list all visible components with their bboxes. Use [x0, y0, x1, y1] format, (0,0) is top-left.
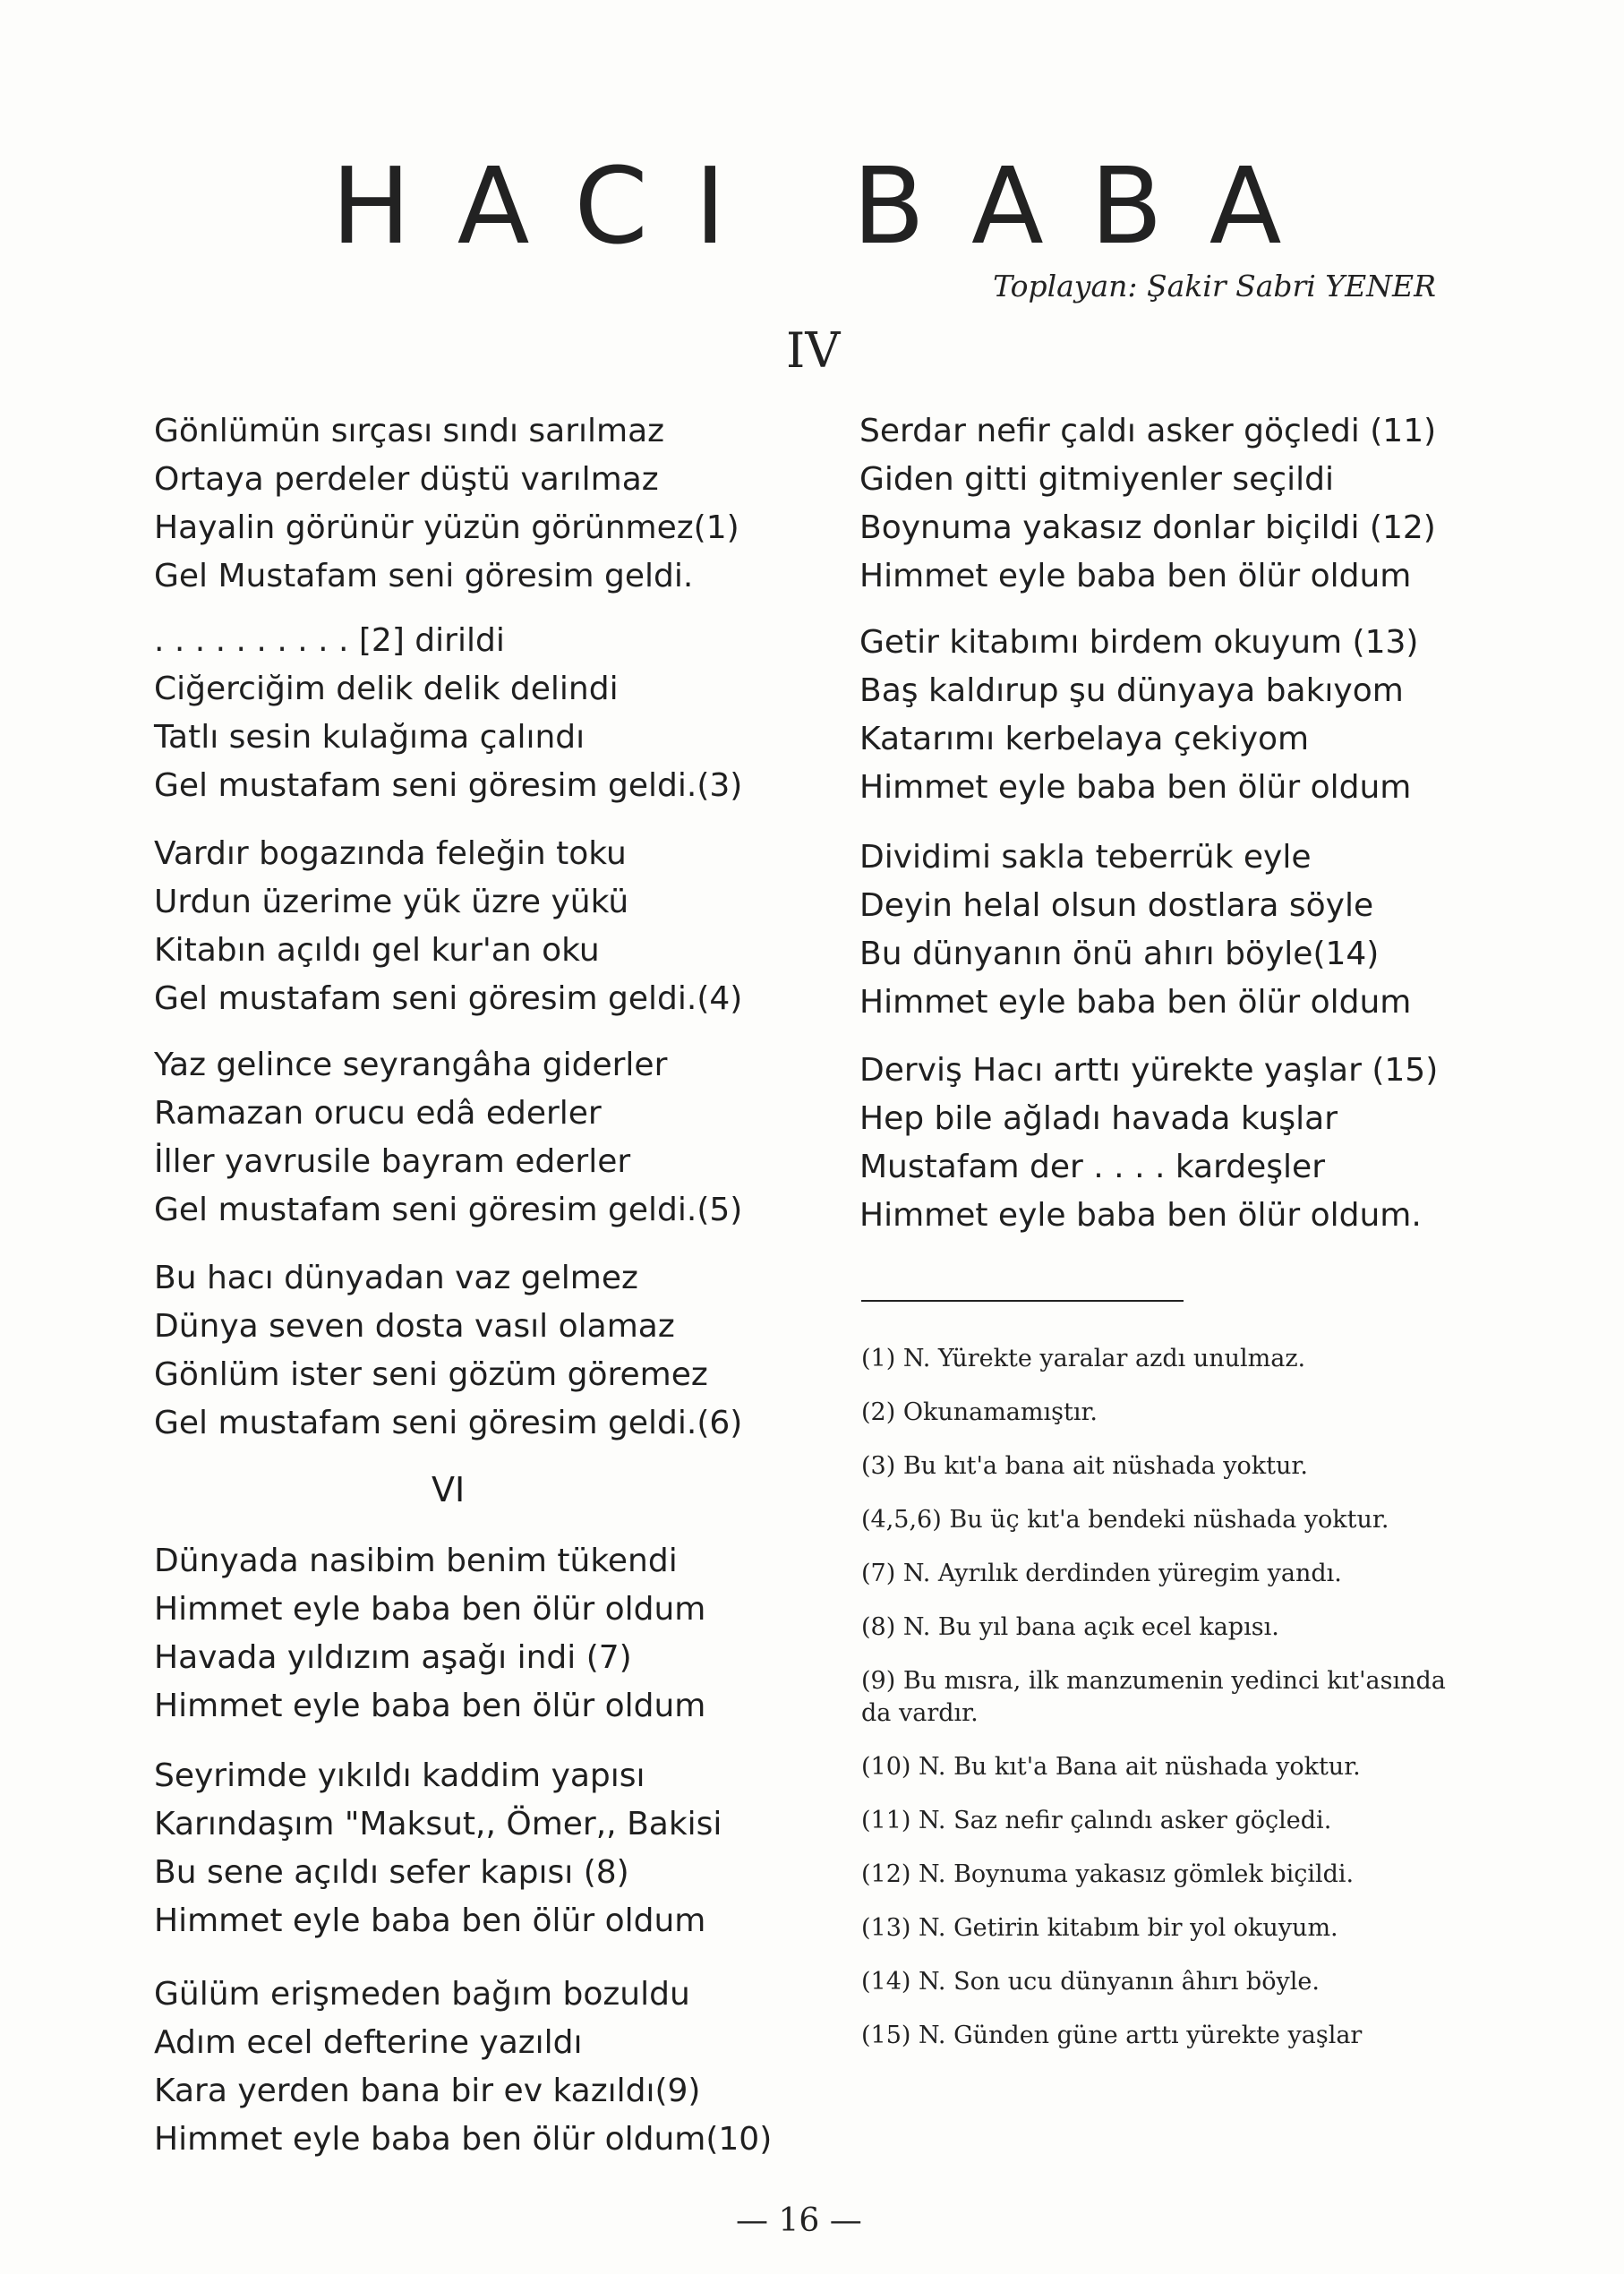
verse-line: Baş kaldırup şu dünyaya bakıyom: [859, 672, 1404, 709]
verse-line: Mustafam der . . . . kardeşler: [859, 1149, 1325, 1185]
verse-line: Gel mustafam seni göresim geldi.(3): [154, 767, 743, 804]
verse-line: Hep bile ağladı havada kuşlar: [859, 1100, 1338, 1137]
verse-line: Gel mustafam seni göresim geldi.(4): [154, 980, 743, 1017]
verse-line: Getir kitabımı birdem okuyum (13): [859, 624, 1419, 661]
verse-line: Gönlüm ister seni gözüm göremez: [154, 1356, 708, 1393]
verse-line: Gel Mustafam seni göresim geldi.: [154, 558, 694, 594]
section-heading-vi: VI: [432, 1470, 466, 1509]
verse-line: Himmet eyle baba ben ölür oldum: [154, 1688, 706, 1724]
stanza: [154, 407, 739, 601]
verse-line: Gel mustafam seni göresim geldi.(6): [154, 1405, 743, 1441]
stanza: [859, 834, 1411, 1027]
verse-line: Gel mustafam seni göresim geldi.(5): [154, 1192, 743, 1228]
footnote: (8) N. Bu yıl bana açık ecel kapısı.: [861, 1613, 1279, 1641]
page-title: HACI BABA: [331, 144, 1329, 268]
verse-line: Himmet eyle baba ben ölür oldum.: [859, 1197, 1422, 1234]
stanza: [859, 407, 1436, 601]
footnote: (1) N. Yürekte yaralar azdı unulmaz.: [861, 1345, 1306, 1372]
verse-line: Bu sene açıldı sefer kapısı (8): [154, 1854, 629, 1891]
verse-line: Katarımı kerbelaya çekiyom: [859, 721, 1310, 757]
section-heading-iv: IV: [786, 322, 841, 379]
stanza: [154, 1537, 705, 1731]
verse-line: Gönlümün sırçası sındı sarılmaz: [154, 413, 665, 449]
stanza: [154, 1971, 772, 2164]
verse-line: Karındaşım "Maksut,, Ömer,, Bakisi: [154, 1806, 722, 1842]
stanza: [859, 619, 1418, 812]
footnote-divider: [861, 1300, 1184, 1302]
verse-line: . . . . . . . . . . [2] dirildi: [154, 622, 505, 659]
stanza: [154, 1752, 722, 1945]
footnote: (10) N. Bu kıt'a Bana ait nüshada yoktur.: [861, 1753, 1361, 1781]
stanza: [154, 1041, 742, 1235]
compiler-credit: Toplayan: Şakir Sabri YENER: [993, 269, 1436, 303]
stanza: [154, 1254, 742, 1448]
footnotes: [861, 1343, 1488, 2052]
verse-line: Gülüm erişmeden bağım bozuldu: [154, 1976, 690, 2013]
verse-line: Ciğerciğim delik delik delindi: [154, 671, 619, 707]
verse-line: Urdun üzerime yük üzre yükü: [154, 884, 629, 920]
verse-line: Ramazan orucu edâ ederler: [154, 1095, 602, 1132]
verse-line: Himmet eyle baba ben ölür oldum(10): [154, 2121, 773, 2158]
verse-line: Vardır bogazında feleğin toku: [154, 835, 627, 872]
verse-line: Deyin helal olsun dostlara söyle: [859, 887, 1374, 924]
footnote: (15) N. Günden güne arttı yürekte yaşlar: [861, 2022, 1363, 2049]
stanza: [859, 1047, 1438, 1240]
verse-line: Dünya seven dosta vasıl olamaz: [154, 1308, 675, 1345]
verse-line: İller yavrusile bayram ederler: [154, 1143, 631, 1180]
stanza: [154, 830, 742, 1023]
footnote: (4,5,6) Bu üç kıt'a bendeki nüshada yoktur.: [861, 1506, 1389, 1534]
verse-line: Himmet eyle baba ben ölür oldum: [859, 558, 1412, 594]
verse-line: Bu hacı dünyadan vaz gelmez: [154, 1260, 638, 1296]
verse-line: Adım ecel defterine yazıldı: [154, 2024, 583, 2061]
verse-line: Tatlı sesin kulağıma çalındı: [154, 719, 585, 756]
verse-line: Yaz gelince seyrangâha giderler: [154, 1047, 668, 1083]
verse-line: Ortaya perdeler düştü varılmaz: [154, 461, 659, 498]
verse-line: Bu dünyanın önü ahırı böyle(14): [859, 936, 1380, 972]
verse-line: Hayalin görünür yüzün görünmez(1): [154, 509, 739, 546]
verse-line: Dividimi sakla teberrük eyle: [859, 839, 1312, 876]
verse-line: Giden gitti gitmiyenler seçildi: [859, 461, 1334, 498]
verse-line: Himmet eyle baba ben ölür oldum: [154, 1902, 706, 1939]
footnote: (7) N. Ayrılık derdinden yüregim yandı.: [861, 1560, 1342, 1587]
verse-line: Himmet eyle baba ben ölür oldum: [859, 769, 1412, 806]
verse-line: Himmet eyle baba ben ölür oldum: [859, 984, 1412, 1021]
verse-line: Kara yerden bana bir ev kazıldı(9): [154, 2073, 701, 2109]
verse-line: Boynuma yakasız donlar biçildi (12): [859, 509, 1436, 546]
verse-line: Serdar nefir çaldı asker göçledi (11): [859, 413, 1437, 449]
footnote: (13) N. Getirin kitabım bir yol okuyum.: [861, 1914, 1338, 1942]
verse-line: Dünyada nasibim benim tükendi: [154, 1543, 678, 1579]
footnote: (9) Bu mısra, ilk manzumenin yedinci kıt'asında da vardır.: [861, 1667, 1446, 1727]
verse-line: Seyrimde yıkıldı kaddim yapısı: [154, 1757, 645, 1794]
stanza: [154, 617, 742, 810]
verse-line: Havada yıldızım aşağı indi (7): [154, 1639, 632, 1676]
footnote: (11) N. Saz nefir çalındı asker göçledi.: [861, 1807, 1332, 1834]
footnote: (3) Bu kıt'a bana ait nüshada yoktur.: [861, 1452, 1308, 1480]
footnote: (12) N. Boynuma yakasız gömlek biçildi.: [861, 1860, 1355, 1888]
footnote: (2) Okunamamıştır.: [861, 1398, 1098, 1426]
footnote: (14) N. Son ucu dünyanın âhırı böyle.: [861, 1968, 1320, 1996]
verse-line: Kitabın açıldı gel kur'an oku: [154, 932, 600, 969]
verse-line: Himmet eyle baba ben ölür oldum: [154, 1591, 706, 1628]
page-number: — 16 —: [736, 2202, 862, 2239]
verse-line: Derviş Hacı arttı yürekte yaşlar (15): [859, 1052, 1439, 1089]
